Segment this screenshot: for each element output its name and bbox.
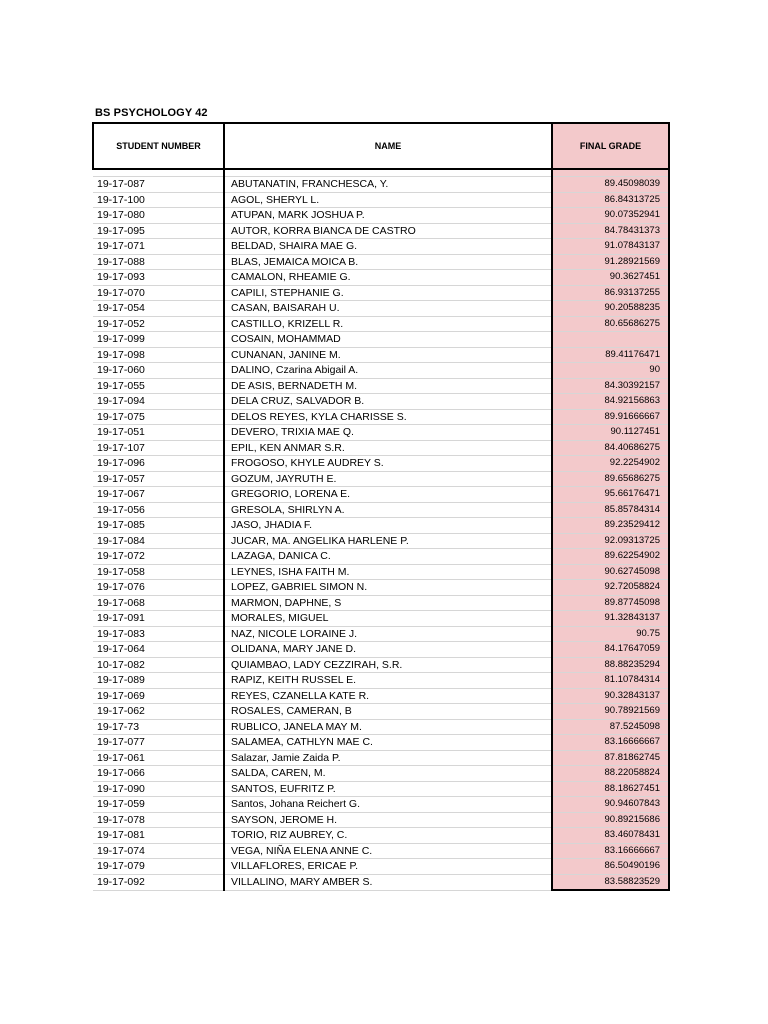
table-row	[93, 471, 669, 487]
student-name-cell: COSAIN, MOHAMMAD	[224, 332, 552, 348]
final-grade-cell: 90.75	[552, 626, 669, 642]
student-number-cell: 19-17-059	[93, 797, 224, 813]
student-name-cell: LAZAGA, DANICA C.	[224, 549, 552, 565]
student-name-cell: BLAS, JEMAICA MOICA B.	[224, 254, 552, 270]
student-number-cell: 19-17-075	[93, 409, 224, 425]
final-grade-cell: 90.3627451	[552, 270, 669, 286]
student-number-cell: 19-17-092	[93, 874, 224, 890]
final-grade-cell: 91.07843137	[552, 239, 669, 255]
table-row	[93, 487, 669, 503]
student-name-cell: ABUTANATIN, FRANCHESCA, Y.	[224, 177, 552, 193]
student-name-cell: SAYSON, JEROME H.	[224, 812, 552, 828]
table-row	[93, 192, 669, 208]
student-number-cell: 19-17-061	[93, 750, 224, 766]
table-row	[93, 673, 669, 689]
student-name-cell: BELDAD, SHAIRA MAE G.	[224, 239, 552, 255]
table-row	[93, 828, 669, 844]
student-number-cell: 19-17-074	[93, 843, 224, 859]
student-number-cell: 19-17-062	[93, 704, 224, 720]
student-number-cell: 19-17-087	[93, 177, 224, 193]
student-name-cell: Salazar, Jamie Zaida P.	[224, 750, 552, 766]
student-number-cell: 19-17-083	[93, 626, 224, 642]
student-number-cell: 19-17-090	[93, 781, 224, 797]
student-name-cell: ATUPAN, MARK JOSHUA P.	[224, 208, 552, 224]
student-name-cell: NAZ, NICOLE LORAINE J.	[224, 626, 552, 642]
final-grade-cell: 89.41176471	[552, 347, 669, 363]
student-number-cell: 19-17-096	[93, 456, 224, 472]
final-grade-cell: 83.46078431	[552, 828, 669, 844]
student-number-cell: 19-17-73	[93, 719, 224, 735]
student-name-cell: DEVERO, TRIXIA MAE Q.	[224, 425, 552, 441]
final-grade-cell: 84.92156863	[552, 394, 669, 410]
table-row	[93, 425, 669, 441]
student-name-cell: EPIL, KEN ANMAR S.R.	[224, 440, 552, 456]
student-name-cell: GRESOLA, SHIRLYN A.	[224, 502, 552, 518]
table-row	[93, 781, 669, 797]
spacer-cell	[224, 169, 552, 177]
student-name-cell: QUIAMBAO, LADY CEZZIRAH, S.R.	[224, 657, 552, 673]
student-number-cell: 19-17-054	[93, 301, 224, 317]
table-row	[93, 642, 669, 658]
table-row	[93, 409, 669, 425]
table-row	[93, 456, 669, 472]
final-grade-cell: 85.85784314	[552, 502, 669, 518]
table-row	[93, 874, 669, 890]
final-grade-cell: 80.65686275	[552, 316, 669, 332]
final-grade-cell: 92.2254902	[552, 456, 669, 472]
final-grade-cell: 95.66176471	[552, 487, 669, 503]
final-grade-cell: 84.78431373	[552, 223, 669, 239]
student-name-cell: TORIO, RIZ AUBREY, C.	[224, 828, 552, 844]
table-row	[93, 518, 669, 534]
student-number-cell: 19-17-057	[93, 471, 224, 487]
student-number-cell: 19-17-069	[93, 688, 224, 704]
student-number-cell: 19-17-079	[93, 859, 224, 875]
student-name-cell: DALINO, Czarina Abigail A.	[224, 363, 552, 379]
final-grade-cell: 84.40686275	[552, 440, 669, 456]
table-row	[93, 626, 669, 642]
final-grade-cell: 91.28921569	[552, 254, 669, 270]
final-grade-cell: 89.23529412	[552, 518, 669, 534]
student-number-cell: 19-17-085	[93, 518, 224, 534]
student-number-cell: 19-17-088	[93, 254, 224, 270]
final-grade-cell: 89.45098039	[552, 177, 669, 193]
student-name-cell: DELA CRUZ, SALVADOR B.	[224, 394, 552, 410]
student-number-cell: 19-17-060	[93, 363, 224, 379]
table-row	[93, 363, 669, 379]
table-row	[93, 704, 669, 720]
student-name-cell: LOPEZ, GABRIEL SIMON N.	[224, 580, 552, 596]
final-grade-cell: 83.58823529	[552, 874, 669, 890]
table-row	[93, 549, 669, 565]
student-number-cell: 19-17-058	[93, 564, 224, 580]
student-number-cell: 19-17-080	[93, 208, 224, 224]
final-grade-cell: 91.32843137	[552, 611, 669, 627]
student-name-cell: GOZUM, JAYRUTH E.	[224, 471, 552, 487]
final-grade-cell: 83.16666667	[552, 735, 669, 751]
student-name-cell: CAMALON, RHEAMIE G.	[224, 270, 552, 286]
table-row	[93, 502, 669, 518]
table-row	[93, 812, 669, 828]
table-row	[93, 564, 669, 580]
table-row	[93, 208, 669, 224]
final-grade-cell: 90.20588235	[552, 301, 669, 317]
table-row	[93, 533, 669, 549]
table-row	[93, 332, 669, 348]
table-row	[93, 719, 669, 735]
student-number-cell: 19-17-051	[93, 425, 224, 441]
student-number-cell: 19-17-081	[93, 828, 224, 844]
table-row	[93, 750, 669, 766]
student-name-cell: VEGA, NIÑA ELENA ANNE C.	[224, 843, 552, 859]
header-student-number: STUDENT NUMBER	[93, 123, 224, 169]
student-name-cell: SALDA, CAREN, M.	[224, 766, 552, 782]
final-grade-cell: 84.30392157	[552, 378, 669, 394]
final-grade-cell: 88.18627451	[552, 781, 669, 797]
table-row	[93, 735, 669, 751]
table-row	[93, 177, 669, 193]
header-final-grade: FINAL GRADE	[552, 123, 669, 169]
final-grade-cell: 89.65686275	[552, 471, 669, 487]
spacer-row	[93, 169, 669, 177]
final-grade-cell: 90.1127451	[552, 425, 669, 441]
student-name-cell: DELOS REYES, KYLA CHARISSE S.	[224, 409, 552, 425]
student-number-cell: 19-17-099	[93, 332, 224, 348]
final-grade-cell: 90.94607843	[552, 797, 669, 813]
table-row	[93, 657, 669, 673]
final-grade-cell: 92.72058824	[552, 580, 669, 596]
student-number-cell: 19-17-071	[93, 239, 224, 255]
student-number-cell: 19-17-070	[93, 285, 224, 301]
student-number-cell: 19-17-093	[93, 270, 224, 286]
student-name-cell: RAPIZ, KEITH RUSSEL E.	[224, 673, 552, 689]
table-row	[93, 797, 669, 813]
final-grade-cell: 81.10784314	[552, 673, 669, 689]
student-name-cell: MARMON, DAPHNE, S	[224, 595, 552, 611]
table-row	[93, 223, 669, 239]
student-name-cell: AGOL, SHERYL L.	[224, 192, 552, 208]
grades-table	[92, 122, 670, 891]
table-row	[93, 316, 669, 332]
final-grade-cell: 89.91666667	[552, 409, 669, 425]
table-row	[93, 347, 669, 363]
final-grade-cell: 88.22058824	[552, 766, 669, 782]
table-row	[93, 843, 669, 859]
student-number-cell: 19-17-100	[93, 192, 224, 208]
table-row	[93, 285, 669, 301]
table-row	[93, 239, 669, 255]
table-row	[93, 688, 669, 704]
table-row	[93, 580, 669, 596]
student-name-cell: JUCAR, MA. ANGELIKA HARLENE P.	[224, 533, 552, 549]
table-row	[93, 440, 669, 456]
student-name-cell: JASO, JHADIA F.	[224, 518, 552, 534]
table-row	[93, 611, 669, 627]
student-name-cell: CASTILLO, KRIZELL R.	[224, 316, 552, 332]
table-row	[93, 766, 669, 782]
final-grade-cell: 89.62254902	[552, 549, 669, 565]
table-header	[93, 123, 669, 169]
student-name-cell: MORALES, MIGUEL	[224, 611, 552, 627]
student-number-cell: 19-17-084	[93, 533, 224, 549]
final-grade-cell: 83.16666667	[552, 843, 669, 859]
student-number-cell: 19-17-067	[93, 487, 224, 503]
table-row	[93, 859, 669, 875]
student-name-cell: DE ASIS, BERNADETH M.	[224, 378, 552, 394]
sheet-title: BS PSYCHOLOGY 42	[95, 107, 208, 119]
student-number-cell: 19-17-094	[93, 394, 224, 410]
final-grade-cell: 87.5245098	[552, 719, 669, 735]
student-name-cell: SALAMEA, CATHLYN MAE C.	[224, 735, 552, 751]
final-grade-cell: 86.93137255	[552, 285, 669, 301]
final-grade-cell: 84.17647059	[552, 642, 669, 658]
student-name-cell: CAPILI, STEPHANIE G.	[224, 285, 552, 301]
student-number-cell: 19-17-066	[93, 766, 224, 782]
student-number-cell: 19-17-068	[93, 595, 224, 611]
table-row	[93, 270, 669, 286]
final-grade-cell: 90.62745098	[552, 564, 669, 580]
student-name-cell: SANTOS, EUFRITZ P.	[224, 781, 552, 797]
final-grade-cell: 90.78921569	[552, 704, 669, 720]
student-number-cell: 19-17-095	[93, 223, 224, 239]
student-name-cell: VILLAFLORES, ERICAE P.	[224, 859, 552, 875]
spacer-cell	[93, 169, 224, 177]
student-name-cell: Santos, Johana Reichert G.	[224, 797, 552, 813]
final-grade-cell: 88.88235294	[552, 657, 669, 673]
final-grade-cell: 87.81862745	[552, 750, 669, 766]
table-row	[93, 378, 669, 394]
student-name-cell: CASAN, BAISARAH U.	[224, 301, 552, 317]
student-number-cell: 19-17-089	[93, 673, 224, 689]
header-name: NAME	[224, 123, 552, 169]
table-row	[93, 394, 669, 410]
final-grade-cell: 86.50490196	[552, 859, 669, 875]
student-number-cell: 19-17-072	[93, 549, 224, 565]
student-number-cell: 19-17-098	[93, 347, 224, 363]
student-name-cell: CUNANAN, JANINE M.	[224, 347, 552, 363]
final-grade-cell: 90.89215686	[552, 812, 669, 828]
student-name-cell: ROSALES, CAMERAN, B	[224, 704, 552, 720]
student-name-cell: RUBLICO, JANELA MAY M.	[224, 719, 552, 735]
student-name-cell: OLIDANA, MARY JANE D.	[224, 642, 552, 658]
student-number-cell: 19-17-064	[93, 642, 224, 658]
student-number-cell: 19-17-077	[93, 735, 224, 751]
student-name-cell: AUTOR, KORRA BIANCA DE CASTRO	[224, 223, 552, 239]
table-row	[93, 595, 669, 611]
student-name-cell: GREGORIO, LORENA E.	[224, 487, 552, 503]
student-number-cell: 19-17-076	[93, 580, 224, 596]
final-grade-cell: 89.87745098	[552, 595, 669, 611]
final-grade-cell: 90.32843137	[552, 688, 669, 704]
student-name-cell: VILLALINO, MARY AMBER S.	[224, 874, 552, 890]
final-grade-cell: 90.07352941	[552, 208, 669, 224]
student-number-cell: 19-17-107	[93, 440, 224, 456]
table-body	[93, 169, 669, 890]
student-name-cell: REYES, CZANELLA KATE R.	[224, 688, 552, 704]
student-name-cell: LEYNES, ISHA FAITH M.	[224, 564, 552, 580]
final-grade-cell: 90	[552, 363, 669, 379]
student-name-cell: FROGOSO, KHYLE AUDREY S.	[224, 456, 552, 472]
student-number-cell: 19-17-056	[93, 502, 224, 518]
student-number-cell: 10-17-082	[93, 657, 224, 673]
final-grade-cell	[552, 332, 669, 348]
student-number-cell: 19-17-091	[93, 611, 224, 627]
spacer-cell	[552, 169, 669, 177]
student-number-cell: 19-17-052	[93, 316, 224, 332]
table-row	[93, 301, 669, 317]
student-number-cell: 19-17-078	[93, 812, 224, 828]
table-row	[93, 254, 669, 270]
final-grade-cell: 86.84313725	[552, 192, 669, 208]
student-number-cell: 19-17-055	[93, 378, 224, 394]
final-grade-cell: 92.09313725	[552, 533, 669, 549]
